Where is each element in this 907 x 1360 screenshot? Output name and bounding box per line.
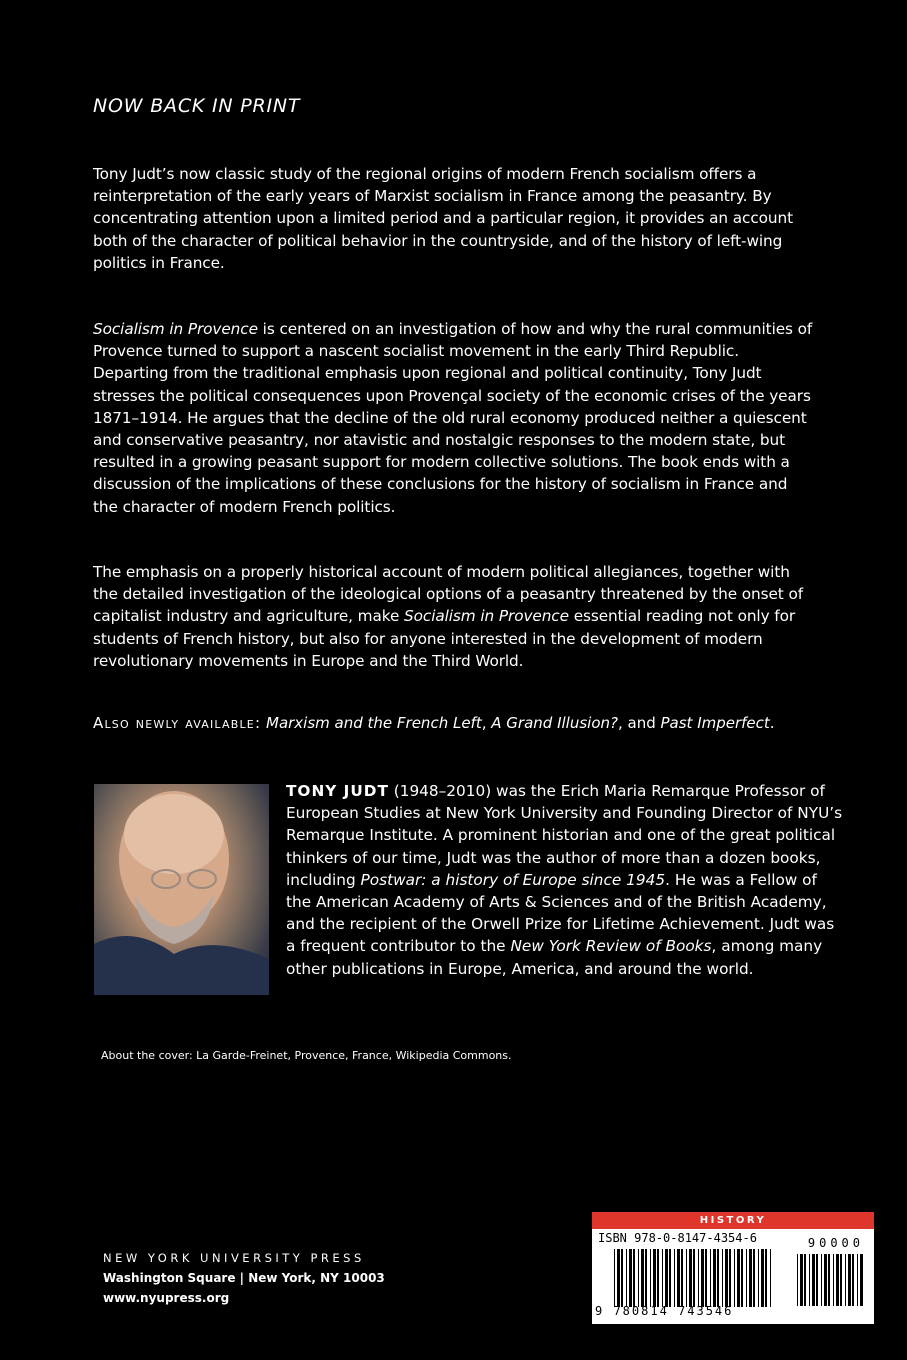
description-paragraph-3 (93, 561, 813, 672)
ean-digits: 9 780814 743546 (595, 1304, 734, 1318)
separator: , (481, 714, 492, 732)
barcode-bar (804, 1254, 806, 1306)
also-label: Also newly available: (93, 714, 262, 732)
bio-text: (1948–2010) was the Erich Maria Remarque Professor of European Studies at New York University and Founding Director of NYU’s Remarque Institute. A prominent historian and one of the great political thinkers of our time, Judt was the author of more than a dozen books, including (286, 782, 843, 889)
barcode-bar (677, 1249, 680, 1307)
bio-text: , among many other publications in Europe, America, and around the world. (286, 937, 823, 978)
cover-credit: About the cover: La Garde-Freinet, Provence, France, Wikipedia Commons. (101, 1049, 512, 1062)
barcode-bar (657, 1249, 659, 1307)
publisher-url: www.nyupress.org (103, 1291, 230, 1305)
barcode-bar (722, 1249, 723, 1307)
book-title: Socialism in Provence (93, 320, 258, 338)
barcode-bar (701, 1249, 704, 1307)
barcode-bar (753, 1249, 755, 1307)
bio-book-title: Postwar: a history of Europe since 1945 (360, 870, 666, 889)
barcode-bar (857, 1254, 858, 1306)
separator: , and (617, 714, 661, 732)
barcode-bar (705, 1249, 707, 1307)
barcode-bar (641, 1249, 644, 1307)
also-title-1: Marxism and the French Left (266, 714, 482, 732)
barcode-bar (689, 1249, 692, 1307)
barcode-bar (800, 1254, 803, 1306)
barcode-bar (662, 1249, 663, 1307)
barcode-bar (645, 1249, 647, 1307)
barcode-bar (621, 1249, 623, 1307)
description-paragraph-1: Tony Judt’s now classic study of the regional origins of modern French socialism offers a reinterpretation of the early years of Marxist socialism in France among the peasantry. By concentrating attention upon a limited period and a particular region, it provides an account both of the character of political behavior in the countryside, and of the history of left-wing politics in France. (93, 165, 794, 272)
paragraph-text: essential reading not only for students of French history, but also for anyone interested in the development of modern revolutionary movements in Europe and the Third World. (93, 607, 796, 670)
paragraph-text: The emphasis on a properly historical account of modern political allegiances, together with the detailed investigation of the ideological options of a peasantry threatened by the onset of capitalist industry and agriculture, make (93, 563, 804, 626)
barcode-bar (669, 1249, 671, 1307)
paragraph-text: is centered on an investigation of how and why the rural communities of Provence turned to support a nascent socialist movement in the early Third Republic. Departing from the traditional emphasis upon regional and political continuity, Tony Judt stresses the political consequences upon Provençal society of the economic crises of the years 1871–1914. He argues that the decline of the old rural economy produced neither a quiescent and conservative peasantry, nor atavistic and nostalgic responses to the modern state, but resulted in a growing peasant support for modern collective solutions. The book ends with a discussion of the implications of these conclusions for the history of socialism in France and the character of modern French politics. (93, 320, 813, 516)
bio-text: . He was a Fellow of the American Academy of Arts & Sciences and of the British Academy, and the recipient of the Orwell Prize for Lifetime Achievement. Judt was a frequent contributor to the (286, 870, 835, 956)
barcode-bar (765, 1249, 767, 1307)
publisher-address: Washington Square | New York, NY 10003 (103, 1271, 385, 1285)
barcode-bar (729, 1249, 731, 1307)
barcode-bar (860, 1254, 863, 1306)
barcode-bar (638, 1249, 639, 1307)
price-code: 90000 (807, 1236, 864, 1250)
barcode-bar (650, 1249, 651, 1307)
bio-journal-title: New York Review of Books (510, 937, 712, 956)
barcode-addon-icon (797, 1254, 865, 1306)
barcode-bar (693, 1249, 695, 1307)
barcode-bar (761, 1249, 764, 1307)
barcode-bar (758, 1249, 759, 1307)
barcode-bar (686, 1249, 687, 1307)
barcode-bar (717, 1249, 719, 1307)
barcode-bar (617, 1249, 620, 1307)
barcode-bar (840, 1254, 842, 1306)
also-available (93, 714, 775, 732)
barcode-bar (833, 1254, 834, 1306)
barcode-box (592, 1212, 874, 1324)
barcode-bar (770, 1249, 771, 1307)
barcode-bar (824, 1254, 827, 1306)
barcode-bar (626, 1249, 627, 1307)
barcode-bar (698, 1249, 699, 1307)
barcode-bar (797, 1254, 798, 1306)
barcode-bar (828, 1254, 830, 1306)
book-title: Socialism in Provence (404, 607, 569, 626)
barcode-bar (741, 1249, 743, 1307)
publisher-name: NEW YORK UNIVERSITY PRESS (103, 1251, 365, 1265)
barcode-bar (665, 1249, 668, 1307)
barcode-bar (845, 1254, 846, 1306)
barcode-bar (629, 1249, 632, 1307)
separator: . (769, 714, 775, 732)
barcode-bar (746, 1249, 747, 1307)
publisher-block (103, 1248, 385, 1308)
author-bio (286, 780, 846, 980)
also-title-2: A Grand Illusion? (491, 714, 618, 732)
tagline: NOW BACK IN PRINT (93, 95, 301, 117)
isbn-text: ISBN 978-0-8147-4354-6 (598, 1231, 757, 1245)
barcode-bar (749, 1249, 752, 1307)
category-band: HISTORY (592, 1212, 874, 1229)
barcode-bar (848, 1254, 851, 1306)
barcode-bar (852, 1254, 854, 1306)
author-photo (94, 784, 269, 995)
barcode-bar (725, 1249, 728, 1307)
description-paragraph-2 (93, 318, 813, 518)
barcode-bar (681, 1249, 683, 1307)
barcode-bar (836, 1254, 839, 1306)
barcode-bar (737, 1249, 740, 1307)
barcode-bar (653, 1249, 656, 1307)
barcode-bar (713, 1249, 716, 1307)
author-name: TONY JUDT (286, 782, 389, 800)
also-title-3: Past Imperfect (660, 714, 770, 732)
barcode-bar (809, 1254, 810, 1306)
barcode-bar (734, 1249, 735, 1307)
barcode-bar (674, 1249, 675, 1307)
author-portrait-icon (94, 784, 269, 995)
barcode-bar (710, 1249, 711, 1307)
barcode-bar (614, 1249, 615, 1307)
barcode-bar (821, 1254, 822, 1306)
barcode-bar (816, 1254, 818, 1306)
barcode-bar (812, 1254, 815, 1306)
barcode-bar (633, 1249, 635, 1307)
